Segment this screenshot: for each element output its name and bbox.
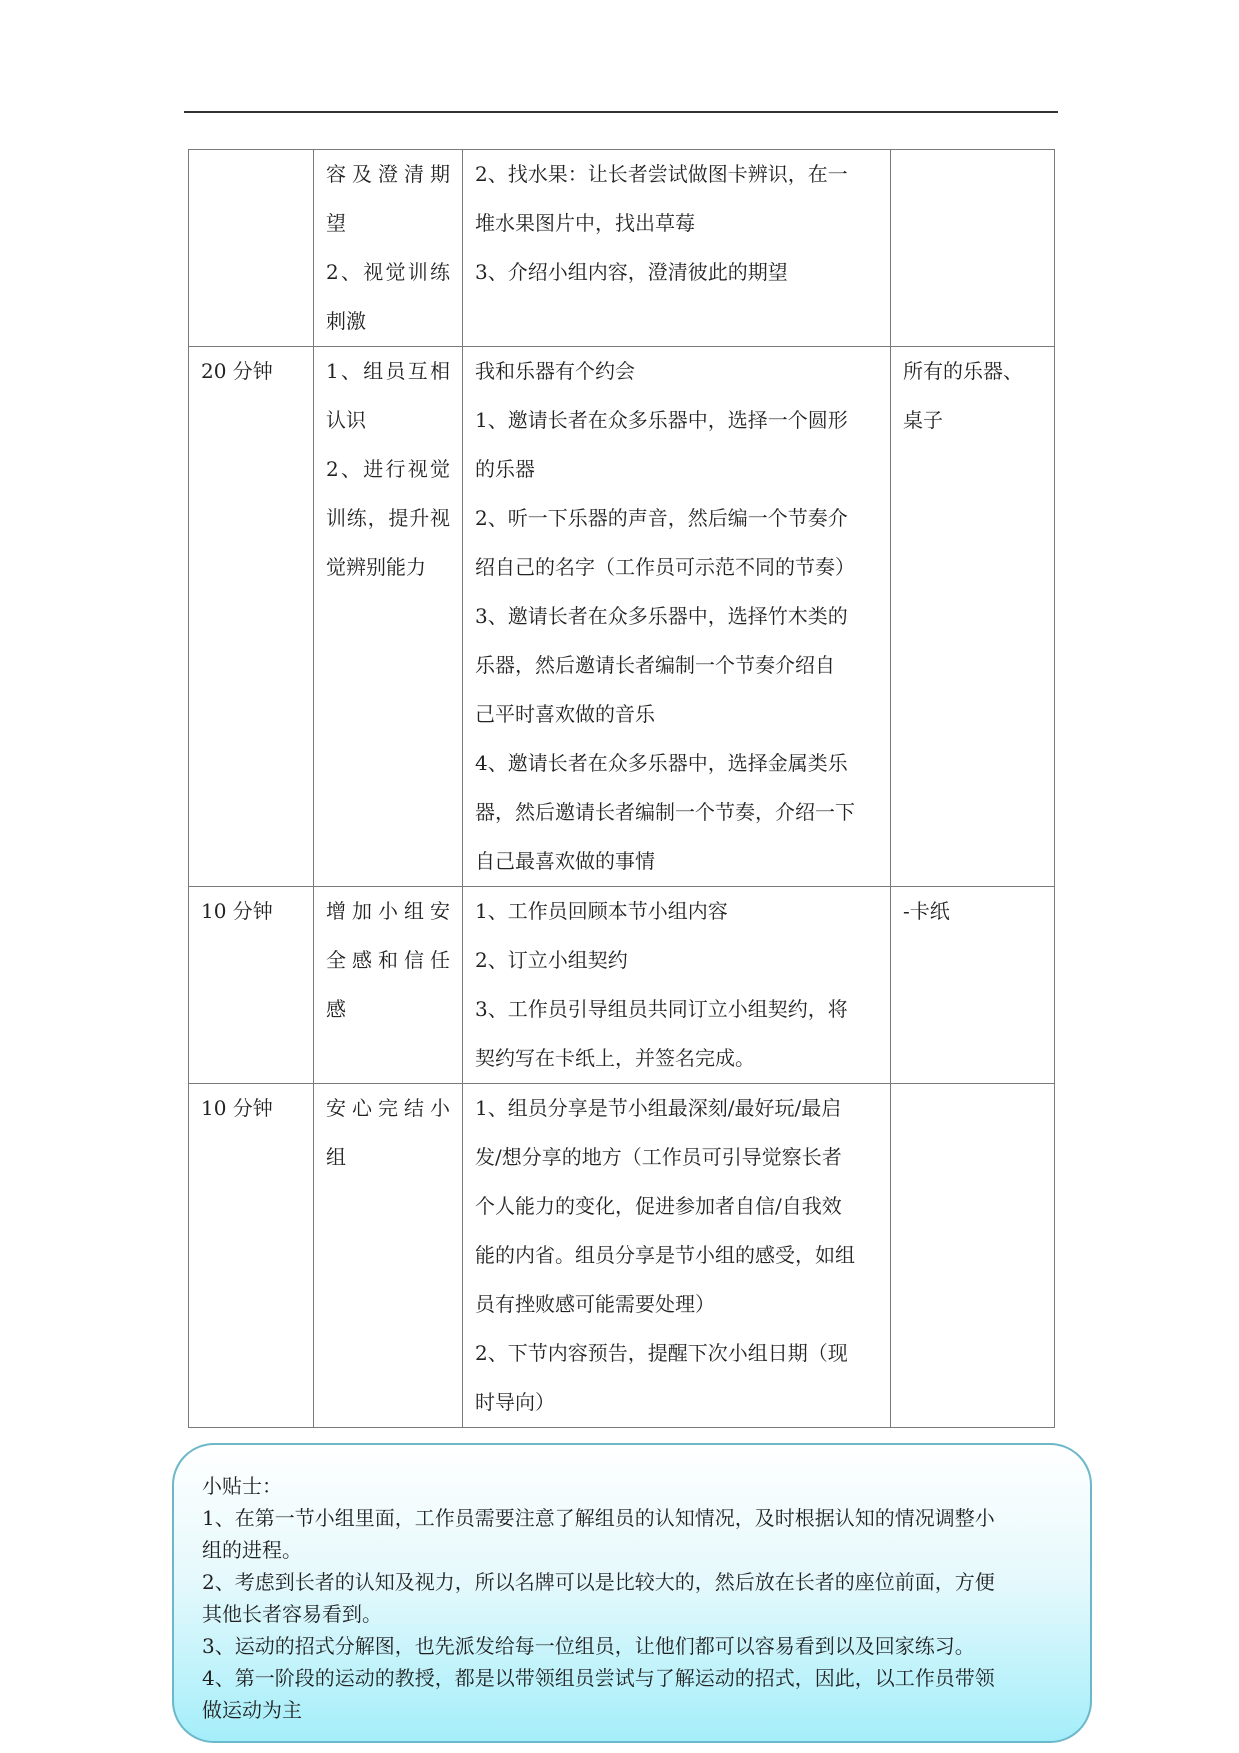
table-row bbox=[189, 1084, 1055, 1428]
table-row bbox=[189, 347, 1055, 887]
content-cell: 2、找水果：让长者尝试做图卡辨识，在一 堆水果图片中，找出草莓 3、介绍小组内容，澄清彼此的期望 bbox=[463, 150, 891, 347]
goal-cell: 增加小组安 全感和信任 感 bbox=[314, 887, 463, 1084]
tips-line: 其他长者容易看到。 bbox=[202, 1602, 382, 1626]
content-cell: 1、组员分享是节小组最深刻/最好玩/最启 发/想分享的地方（工作员可引导觉察长者 个人能力的变化，促进参加者自信/自我效 能的内省。组员分享是节小组的感受，如组 员有挫败感可能需要处理） 2、下节内容预告，提醒下次小组日期（现 时导向） bbox=[463, 1084, 891, 1428]
tips-line: 4、第一阶段的运动的教授，都是以带领组员尝试与了解运动的招式，因此，以工作员带领 bbox=[202, 1666, 995, 1690]
tips-line: 组的进程。 bbox=[202, 1538, 302, 1562]
time-cell bbox=[189, 150, 314, 347]
time-cell: 10 分钟 bbox=[189, 887, 314, 1084]
goal-cell: 1、组员互相 认识 2、进行视觉 训练，提升视 觉辨别能力 bbox=[314, 347, 463, 887]
tips-line: 做运动为主 bbox=[202, 1698, 302, 1722]
table-row bbox=[189, 150, 1055, 347]
materials-cell: -卡纸 bbox=[891, 887, 1055, 1084]
header-rule bbox=[184, 111, 1058, 113]
tips-line: 1、在第一节小组里面，工作员需要注意了解组员的认知情况，及时根据认知的情况调整小 bbox=[202, 1506, 995, 1530]
content-cell: 1、工作员回顾本节小组内容 2、订立小组契约 3、工作员引导组员共同订立小组契约，将 契约写在卡纸上，并签名完成。 bbox=[463, 887, 891, 1084]
goal-cell: 安心完结小 组 bbox=[314, 1084, 463, 1428]
tips-box bbox=[172, 1443, 1092, 1743]
content-cell: 我和乐器有个约会 1、邀请长者在众多乐器中，选择一个圆形 的乐器 2、听一下乐器的声音，然后编一个节奏介 绍自己的名字（工作员可示范不同的节奏） 3、邀请长者在众多乐器中，选择竹木类的 乐器，然后邀请长者编制一个节奏介绍自 己平时喜欢做的音乐 4、邀请长者在众多乐器中，选择金属类乐 器，然后邀请长者编制一个节奏，介绍一下 自己最喜欢做的事情 bbox=[463, 347, 891, 887]
time-cell: 10 分钟 bbox=[189, 1084, 314, 1428]
activity-plan-table bbox=[188, 149, 1055, 1428]
table-row bbox=[189, 887, 1055, 1084]
materials-cell bbox=[891, 150, 1055, 347]
materials-cell bbox=[891, 1084, 1055, 1428]
goal-cell: 容及澄清期 望 2、视觉训练 刺激 bbox=[314, 150, 463, 347]
tips-line: 3、运动的招式分解图，也先派发给每一位组员，让他们都可以容易看到以及回家练习。 bbox=[202, 1634, 975, 1658]
materials-cell: 所有的乐器、 桌子 bbox=[891, 347, 1055, 887]
tips-title: 小贴士： bbox=[202, 1474, 282, 1498]
tips-line: 2、考虑到长者的认知及视力，所以名牌可以是比较大的，然后放在长者的座位前面，方便 bbox=[202, 1570, 995, 1594]
time-cell: 20 分钟 bbox=[189, 347, 314, 887]
